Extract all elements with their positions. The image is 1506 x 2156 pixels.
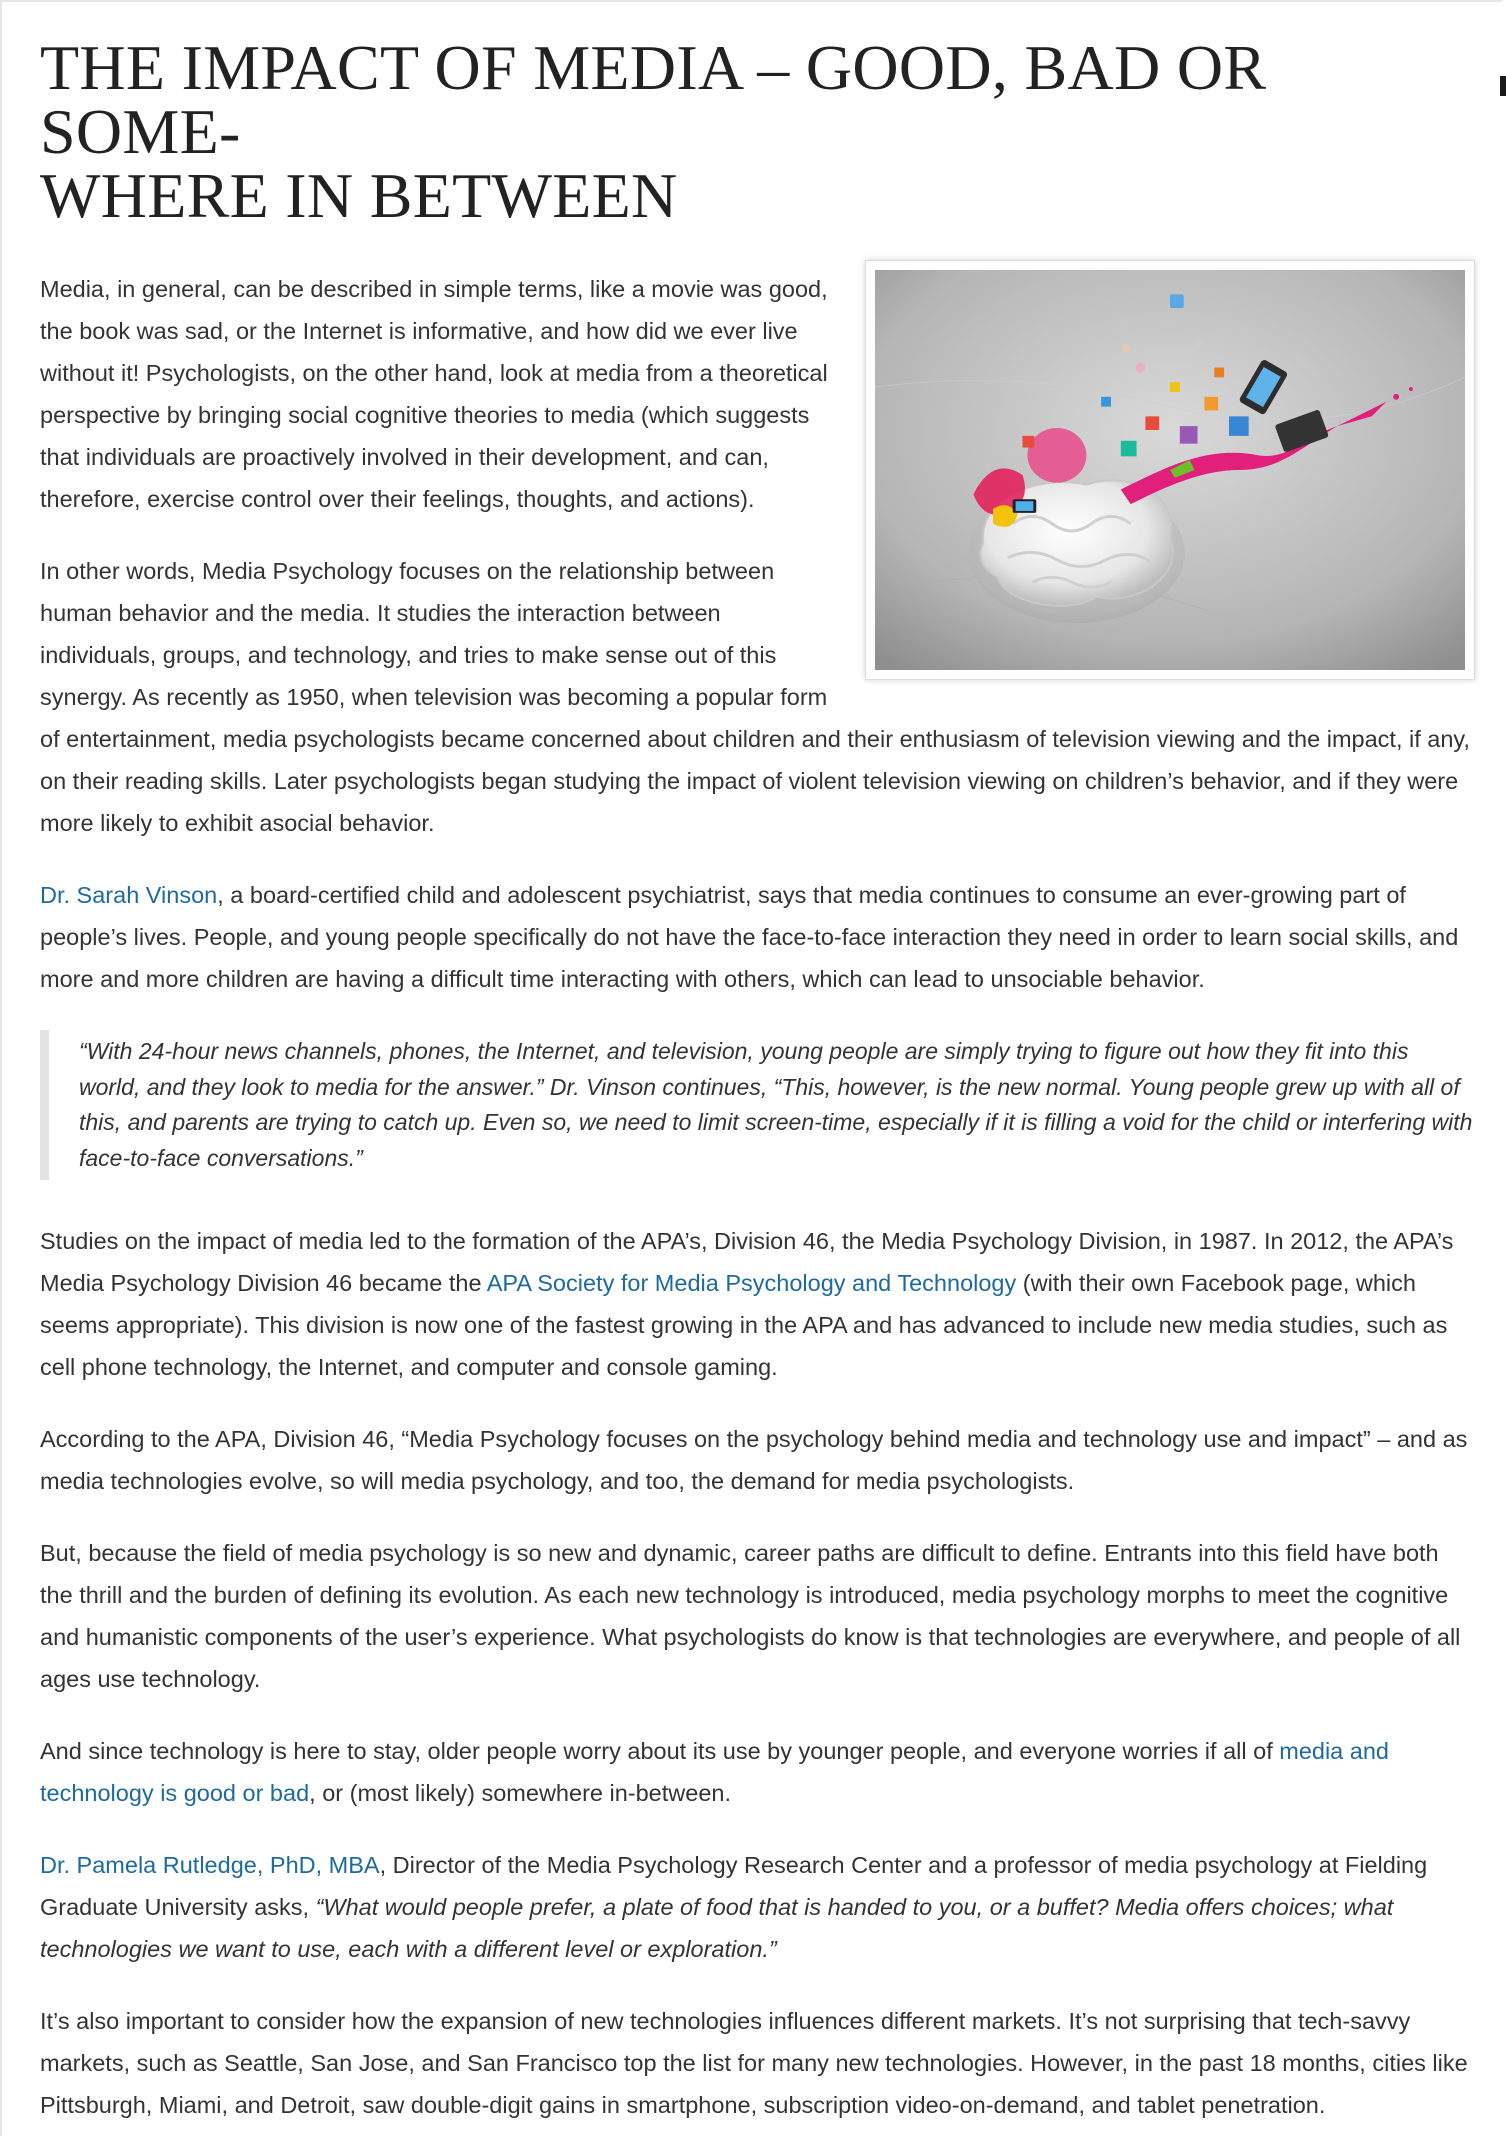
paragraph-5: According to the APA, Division 46, “Media Psychology focuses on the psychology behind media and technology use and impact” – and as media technologies evolve, so will media psychology, and too, the demand for media psychologists. — [40, 1426, 1468, 1494]
link-dr-pamela-rutledge[interactable]: Dr. Pamela Rutledge, PhD, MBA — [40, 1852, 380, 1878]
paragraph-7 — [40, 1730, 1475, 1814]
paragraph-7-text-before: And since technology is here to stay, older people worry about its use by younger people, and everyone worries if all of — [40, 1738, 1280, 1764]
article-image — [865, 260, 1475, 680]
paragraph-3 — [40, 874, 1475, 1000]
title-line-2: WHERE IN BETWEEN — [40, 160, 678, 231]
paragraph-1: Media, in general, can be described in simple terms, like a movie was good, the book was sad, or the Internet is informative, and how did we ever live without it! Psychologists, on the other hand, look at media from a theoretical perspective by bringing social cognitive theories to media (which suggests that individuals are proactively involved in their development, and can, therefore, exercise control over their feelings, thoughts, and actions). — [40, 276, 828, 512]
link-apa-society[interactable]: APA Society for Media Psychology and Technology — [486, 1270, 1017, 1296]
link-dr-sarah-vinson[interactable]: Dr. Sarah Vinson — [40, 882, 218, 908]
paragraph-7-text-after: , or (most likely) somewhere in-between. — [309, 1780, 731, 1806]
paragraph-3-text: , a board-certified child and adolescent psychiatrist, says that media continues to consume an ever-growing part of people’s lives. People, and young people specifically do not have the face-to-face interaction they need in order to learn social skills, and more and more children are having a difficult time interacting with others, which can lead to unsociable behavior. — [40, 882, 1459, 992]
paragraph-8-quote: “What would people prefer, a plate of food that is handed to you, or a buffet? Media offers choices; what technologies we want to use, each with a different level or exploration.” — [40, 1894, 1394, 1962]
paragraph-6: But, because the field of media psychology is so new and dynamic, career paths are difficult to define. Entrants into this field have both the thrill and the burden of defining its evolution. As each new technology is introduced, media psychology morphs to meet the cognitive and humanistic components of the user’s experience. What psychologists do know is that technologies are everywhere, and people of all ages use technology. — [40, 1540, 1461, 1692]
article-body — [40, 268, 1475, 2126]
blockquote — [40, 1030, 1475, 1180]
paragraph-4-text-after: (with their own Facebook page, which seems appropriate). This division is now one of the fastest growing in the APA and has advanced to include new media studies, such as cell phone technology, the Internet, and computer and console gaming. — [40, 1270, 1448, 1380]
paragraph-4-text-before: Studies on the impact of media led to the formation of the APA’s, Division 46, the Media Psychology Division, in 1987. In 2012, the APA’s Media Psychology Division 46 became the — [40, 1228, 1454, 1296]
paragraph-2: In other words, Media Psychology focuses on the relationship between human behavior and the media. It studies the interaction between individuals, groups, and technology, and tries to make sense out of this synergy. As recently as 1950, when television was becoming a popular form of entertainment, media psychologists became concerned about children and their enthusiasm of television viewing and the impact, if any, on their reading skills. Later psychologists began studying the impact of violent television viewing on children’s behavior, and if they were more likely to exhibit asocial behavior. — [40, 558, 1470, 836]
title-line-1: THE IMPACT OF MEDIA – GOOD, BAD OR SOME- — [40, 32, 1267, 167]
link-media-technology-good-or-bad[interactable]: media and technology is good or bad — [40, 1738, 1389, 1806]
scroll-edge-marker — [1500, 76, 1506, 96]
paragraph-4 — [40, 1220, 1475, 1388]
brain-media-splash-illustration — [875, 270, 1465, 670]
paragraph-8-text: , Director of the Media Psychology Research Center and a professor of media psychology at Fielding Graduate University asks, — [40, 1852, 1428, 1920]
article-title — [40, 32, 1475, 231]
paragraph-9: It’s also important to consider how the expansion of new technologies influences different markets. It’s not surprising that tech-savvy markets, such as Seattle, San Jose, and San Francisco top the list for many new technologies. However, in the past 18 months, cities like Pittsburgh, Miami, and Detroit, saw double-digit gains in smartphone, subscription video-on-demand, and tablet penetration. — [40, 2008, 1468, 2118]
quote-text: “With 24-hour news channels, phones, the Internet, and television, young people are simply trying to figure out how they fit into this world, and they look to media for the answer.” Dr. Vinson continues, “This, however, is the new normal. Young people grew up with all of this, and parents are trying to catch up. Even so, we need to limit screen-time, especially if it is filling a void for the child or interfering with face-to-face conversations.” — [79, 1038, 1473, 1171]
paragraph-8 — [40, 1844, 1475, 1970]
article — [40, 32, 1475, 2156]
